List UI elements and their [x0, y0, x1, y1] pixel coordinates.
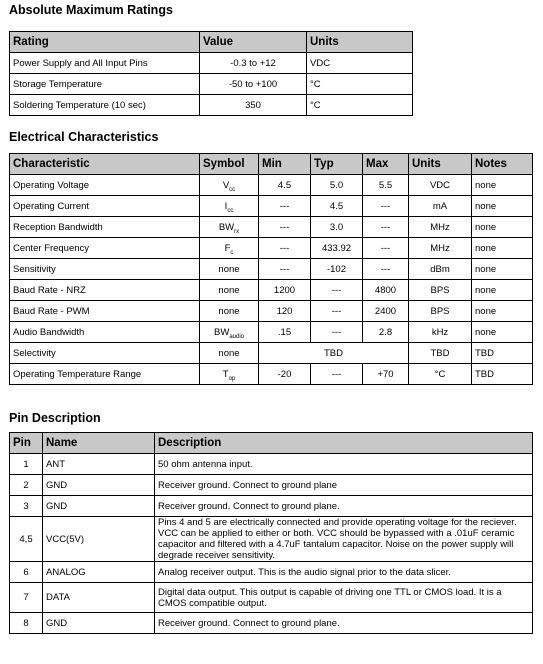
- units-cell: °C: [307, 74, 413, 95]
- col-header: Notes: [472, 154, 533, 175]
- table-row: [10, 562, 533, 583]
- col-header: Units: [409, 154, 472, 175]
- symbol-subscript: cc: [229, 186, 236, 193]
- col-header: Typ: [311, 154, 363, 175]
- rating-cell: Power Supply and All Input Pins: [10, 53, 200, 74]
- typ-cell: 433.92: [311, 238, 363, 259]
- col-header: Symbol: [200, 154, 259, 175]
- col-header: Max: [363, 154, 409, 175]
- characteristic-cell: Audio Bandwidth: [10, 322, 200, 343]
- pin-number-cell: 1: [10, 454, 43, 475]
- typ-cell: 5.0: [311, 175, 363, 196]
- table-row: [10, 517, 533, 562]
- pin-number-cell: 8: [10, 613, 43, 634]
- min-cell: -20: [259, 364, 311, 385]
- table-row: [10, 613, 533, 634]
- max-cell: ---: [363, 259, 409, 280]
- table-row: [10, 259, 533, 280]
- max-cell: 2400: [363, 301, 409, 322]
- col-header: Pin: [10, 433, 43, 454]
- pin-name-cell: GND: [43, 613, 155, 634]
- typ-cell: -102: [311, 259, 363, 280]
- pin-number-cell: 6: [10, 562, 43, 583]
- abs-ratings-table: [9, 31, 413, 116]
- table-row: [10, 53, 413, 74]
- max-cell: +70: [363, 364, 409, 385]
- table-row: [10, 496, 533, 517]
- typ-cell: 3.0: [311, 217, 363, 238]
- table-row: [10, 322, 533, 343]
- abs-section-title: Absolute Maximum Ratings: [9, 3, 173, 17]
- col-header: Min: [259, 154, 311, 175]
- max-cell: ---: [363, 238, 409, 259]
- pin-name-cell: ANT: [43, 454, 155, 475]
- min-cell: .15: [259, 322, 311, 343]
- min-cell: ---: [259, 259, 311, 280]
- symbol-subscript: cc: [227, 207, 234, 214]
- notes-cell: none: [472, 217, 533, 238]
- table-row: [10, 238, 533, 259]
- table-row: [10, 364, 533, 385]
- pin-description-cell: Receiver ground. Connect to ground plane: [155, 475, 533, 496]
- notes-cell: none: [472, 175, 533, 196]
- col-header: Rating: [10, 32, 200, 53]
- rating-cell: Soldering Temperature (10 sec): [10, 95, 200, 116]
- characteristic-cell: Baud Rate - NRZ: [10, 280, 200, 301]
- col-header: Name: [43, 433, 155, 454]
- units-cell: MHz: [409, 238, 472, 259]
- max-cell: 5.5: [363, 175, 409, 196]
- pin-name-cell: DATA: [43, 583, 155, 613]
- notes-cell: TBD: [472, 343, 533, 364]
- pin-description-cell: Receiver ground. Connect to ground plane.: [155, 496, 533, 517]
- symbol-text: BW: [214, 326, 230, 338]
- symbol-text: none: [218, 284, 240, 296]
- table-row: [10, 74, 413, 95]
- table-row: [10, 454, 533, 475]
- table-row: [10, 583, 533, 613]
- table-header-row: [10, 433, 533, 454]
- units-cell: mA: [409, 196, 472, 217]
- min-cell: ---: [259, 217, 311, 238]
- symbol-text: I: [224, 200, 228, 212]
- pin-description-cell: Pins 4 and 5 are electrically connected and provide operating voltage for the reciever. VCC can be applied to either or both. VCC should be bypassed with a .01uF ceramic capacitor and filtered with a 4.7uF tantalum capacitor. Noise on the power supply will degrade receiver sensitivity.: [155, 517, 533, 562]
- pin-name-cell: ANALOG: [43, 562, 155, 583]
- symbol-cell: [200, 280, 259, 301]
- pin-description-cell: Receiver ground. Connect to ground plane.: [155, 613, 533, 634]
- value-cell: TBD: [259, 343, 409, 364]
- symbol-cell: [200, 322, 259, 343]
- symbol-subscript: c: [230, 249, 234, 256]
- notes-cell: none: [472, 301, 533, 322]
- symbol-text: V: [222, 179, 230, 191]
- notes-cell: none: [472, 280, 533, 301]
- typ-cell: 4.5: [311, 196, 363, 217]
- symbol-text: BW: [218, 221, 235, 233]
- table-row: [10, 475, 533, 496]
- characteristic-cell: Reception Bandwidth: [10, 217, 200, 238]
- characteristic-cell: Sensitivity: [10, 259, 200, 280]
- min-cell: 4.5: [259, 175, 311, 196]
- pin-description-cell: 50 ohm antenna input.: [155, 454, 533, 475]
- max-cell: ---: [363, 217, 409, 238]
- units-cell: VDC: [409, 175, 472, 196]
- units-cell: BPS: [409, 301, 472, 322]
- pin-name-cell: GND: [43, 475, 155, 496]
- characteristic-cell: Operating Voltage: [10, 175, 200, 196]
- table-header-row: [10, 32, 413, 53]
- pin-section-title: Pin Description: [9, 411, 101, 425]
- table-row: [10, 280, 533, 301]
- col-header: Units: [307, 32, 413, 53]
- characteristic-cell: Operating Current: [10, 196, 200, 217]
- typ-cell: ---: [311, 322, 363, 343]
- pin-number-cell: 4,5: [10, 517, 43, 562]
- table-row: [10, 343, 533, 364]
- pin-name-cell: VCC(5V): [43, 517, 155, 562]
- units-cell: BPS: [409, 280, 472, 301]
- symbol-cell: [200, 259, 259, 280]
- table-header-row: [10, 154, 533, 175]
- col-header: Description: [155, 433, 533, 454]
- pin-name-cell: GND: [43, 496, 155, 517]
- characteristic-cell: Operating Temperature Range: [10, 364, 200, 385]
- symbol-cell: [200, 175, 259, 196]
- notes-cell: TBD: [472, 364, 533, 385]
- units-cell: kHz: [409, 322, 472, 343]
- table-row: [10, 175, 533, 196]
- units-cell: MHz: [409, 217, 472, 238]
- notes-cell: none: [472, 259, 533, 280]
- value-cell: -0.3 to +12: [200, 53, 307, 74]
- symbol-subscript: audio: [229, 333, 244, 340]
- typ-cell: ---: [311, 301, 363, 322]
- pin-description-table: [9, 432, 533, 634]
- units-cell: TBD: [409, 343, 472, 364]
- symbol-subscript: rx: [234, 228, 240, 235]
- characteristic-cell: Selectivity: [10, 343, 200, 364]
- max-cell: 2.8: [363, 322, 409, 343]
- symbol-cell: none: [200, 343, 259, 364]
- notes-cell: none: [472, 322, 533, 343]
- rating-cell: Storage Temperature: [10, 74, 200, 95]
- min-cell: ---: [259, 238, 311, 259]
- units-cell: °C: [307, 95, 413, 116]
- characteristic-cell: Baud Rate - PWM: [10, 301, 200, 322]
- pin-description-cell: Digital data output. This output is capable of driving one TTL or CMOS load. It is a CMOS compatible output.: [155, 583, 533, 613]
- symbol-text: none: [218, 263, 240, 275]
- symbol-cell: [200, 217, 259, 238]
- symbol-text: none: [218, 305, 240, 317]
- symbol-text: T: [222, 368, 229, 380]
- table-row: [10, 95, 413, 116]
- symbol-cell: [200, 301, 259, 322]
- symbol-cell: [200, 196, 259, 217]
- units-cell: VDC: [307, 53, 413, 74]
- pin-description-cell: Analog receiver output. This is the audio signal prior to the data slicer.: [155, 562, 533, 583]
- table-row: [10, 301, 533, 322]
- typ-cell: ---: [311, 364, 363, 385]
- pin-number-cell: 3: [10, 496, 43, 517]
- table-row: [10, 196, 533, 217]
- max-cell: ---: [363, 196, 409, 217]
- symbol-subscript: op: [228, 375, 236, 382]
- elec-section-title: Electrical Characteristics: [9, 130, 159, 144]
- symbol-cell: [200, 364, 259, 385]
- symbol-text: F: [224, 242, 231, 254]
- pin-number-cell: 7: [10, 583, 43, 613]
- max-cell: 4800: [363, 280, 409, 301]
- min-cell: ---: [259, 196, 311, 217]
- units-cell: °C: [409, 364, 472, 385]
- typ-cell: ---: [311, 280, 363, 301]
- value-cell: 350: [200, 95, 307, 116]
- units-cell: dBm: [409, 259, 472, 280]
- table-row: [10, 217, 533, 238]
- characteristic-cell: Center Frequency: [10, 238, 200, 259]
- col-header: Value: [200, 32, 307, 53]
- electrical-characteristics-table: [9, 153, 533, 385]
- notes-cell: none: [472, 238, 533, 259]
- col-header: Characteristic: [10, 154, 200, 175]
- pin-number-cell: 2: [10, 475, 43, 496]
- value-cell: -50 to +100: [200, 74, 307, 95]
- notes-cell: none: [472, 196, 533, 217]
- symbol-cell: [200, 238, 259, 259]
- min-cell: 120: [259, 301, 311, 322]
- min-cell: 1200: [259, 280, 311, 301]
